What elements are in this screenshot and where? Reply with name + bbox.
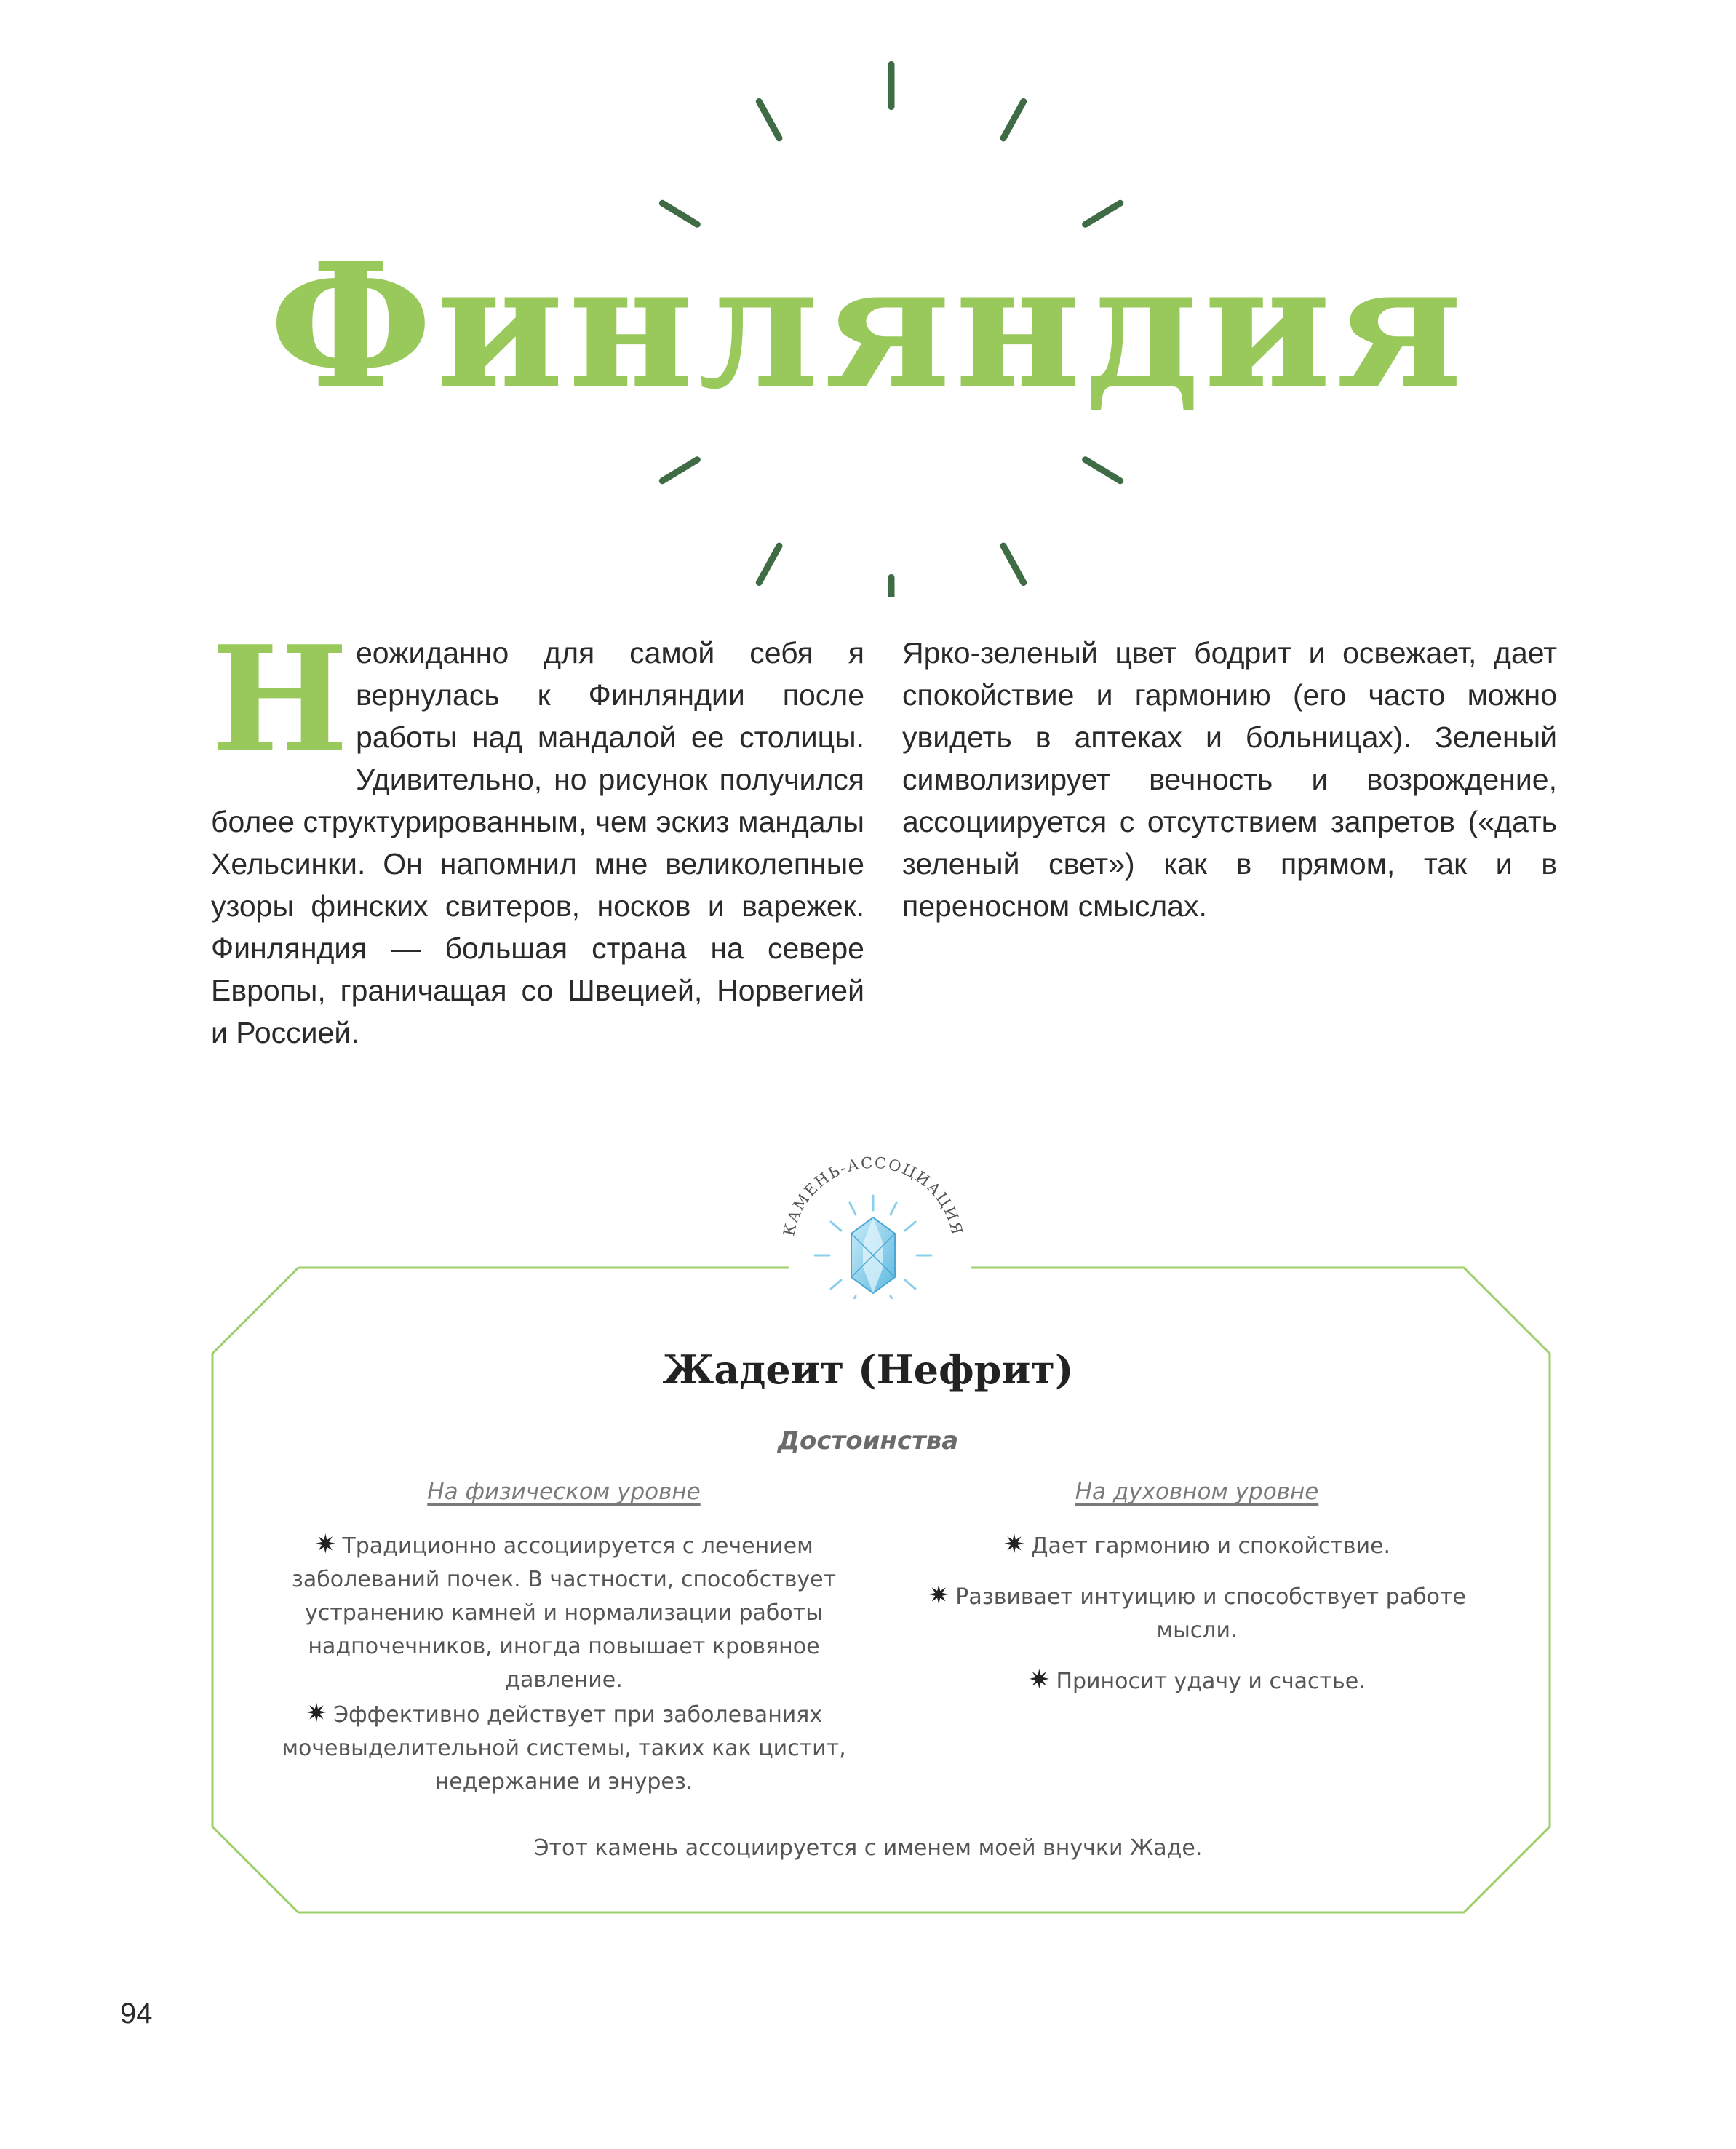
sunburst-ray: [662, 460, 697, 481]
sunburst-ray: [1003, 546, 1024, 582]
badge-label: КАМЕНЬ-АССОЦИАЦИЯ: [780, 1153, 966, 1238]
star-bullet-icon: ✷: [1003, 1530, 1026, 1560]
star-bullet-icon: ✷: [305, 1699, 328, 1728]
stone-name: Жадеит (Нефрит): [662, 1346, 1074, 1393]
star-bullet-icon: ✷: [314, 1530, 337, 1560]
sunburst-ray: [759, 546, 779, 582]
list-item: ✷ Приносит удачу и счастье.: [1028, 1665, 1366, 1695]
intro-right-column: [902, 632, 1557, 927]
crystal-icon: [815, 1196, 931, 1299]
sunburst-ray: [1086, 203, 1120, 224]
advantages-heading: Достоинства: [777, 1426, 959, 1455]
drop-cap: Н: [211, 614, 349, 785]
stone-badge: [771, 1153, 975, 1299]
sunburst-ray: [1003, 102, 1024, 138]
list-item: ✷ Традиционно ассоциируется с лечением заболеваний почек. В частности, способствует устранению камней и нормализации работы надпочечников, иногда повышает кровяное давление.: [291, 1530, 837, 1693]
list-item: ✷ Развивает интуицию и способствует работе мысли.: [928, 1581, 1466, 1643]
list-item: ✷ Эффективно действует при заболеваниях мочевыделительной системы, таких как цистит, недержание и энурез.: [282, 1699, 846, 1795]
star-bullet-icon: ✷: [928, 1581, 950, 1610]
page-title: Финляндия: [269, 225, 1467, 427]
list-item: ✷ Дает гармонию и спокойствие.: [1003, 1530, 1391, 1560]
sunburst-ray: [662, 203, 697, 224]
intro-left-text: еожиданно для самой себя я вернулась к Финляндии после работы над мандалой ее столицы. Удивительно, но рисунок получился более структурированным, чем эскиз мандалы Хельсинки. Он напомнил мне великолепные узоры финских свитеров, носков и варежек. Финляндия — большая страна на севере Европы, граничащая со Швецией, Норвегией и Россией.: [211, 636, 864, 1049]
page-number: 94: [120, 1998, 153, 2030]
spiritual-benefits-list: [924, 1528, 1470, 1715]
sunburst-ray: [1086, 460, 1120, 481]
intro-right-text: Ярко-зеленый цвет бодрит и освежает, дает спокойствие и гармонию (его часто можно увидеть в аптеках и больницах). Зеленый символизирует вечность и возрождение, ассоциируется с отсутствием запретов («дать зеленый свет») как в прямом, так и в переносном смыслах.: [902, 636, 1557, 923]
physical-benefits-list: [276, 1528, 851, 1799]
star-bullet-icon: ✷: [1028, 1665, 1051, 1695]
spiritual-level-heading: На духовном уровне: [1075, 1479, 1319, 1505]
physical-level-heading: На физическом уровне: [427, 1479, 701, 1505]
stone-note: Этот камень ассоциируется с именем моей внучки Жаде.: [533, 1835, 1203, 1861]
intro-left-column: [211, 614, 864, 1054]
sunburst-ray: [759, 102, 779, 138]
